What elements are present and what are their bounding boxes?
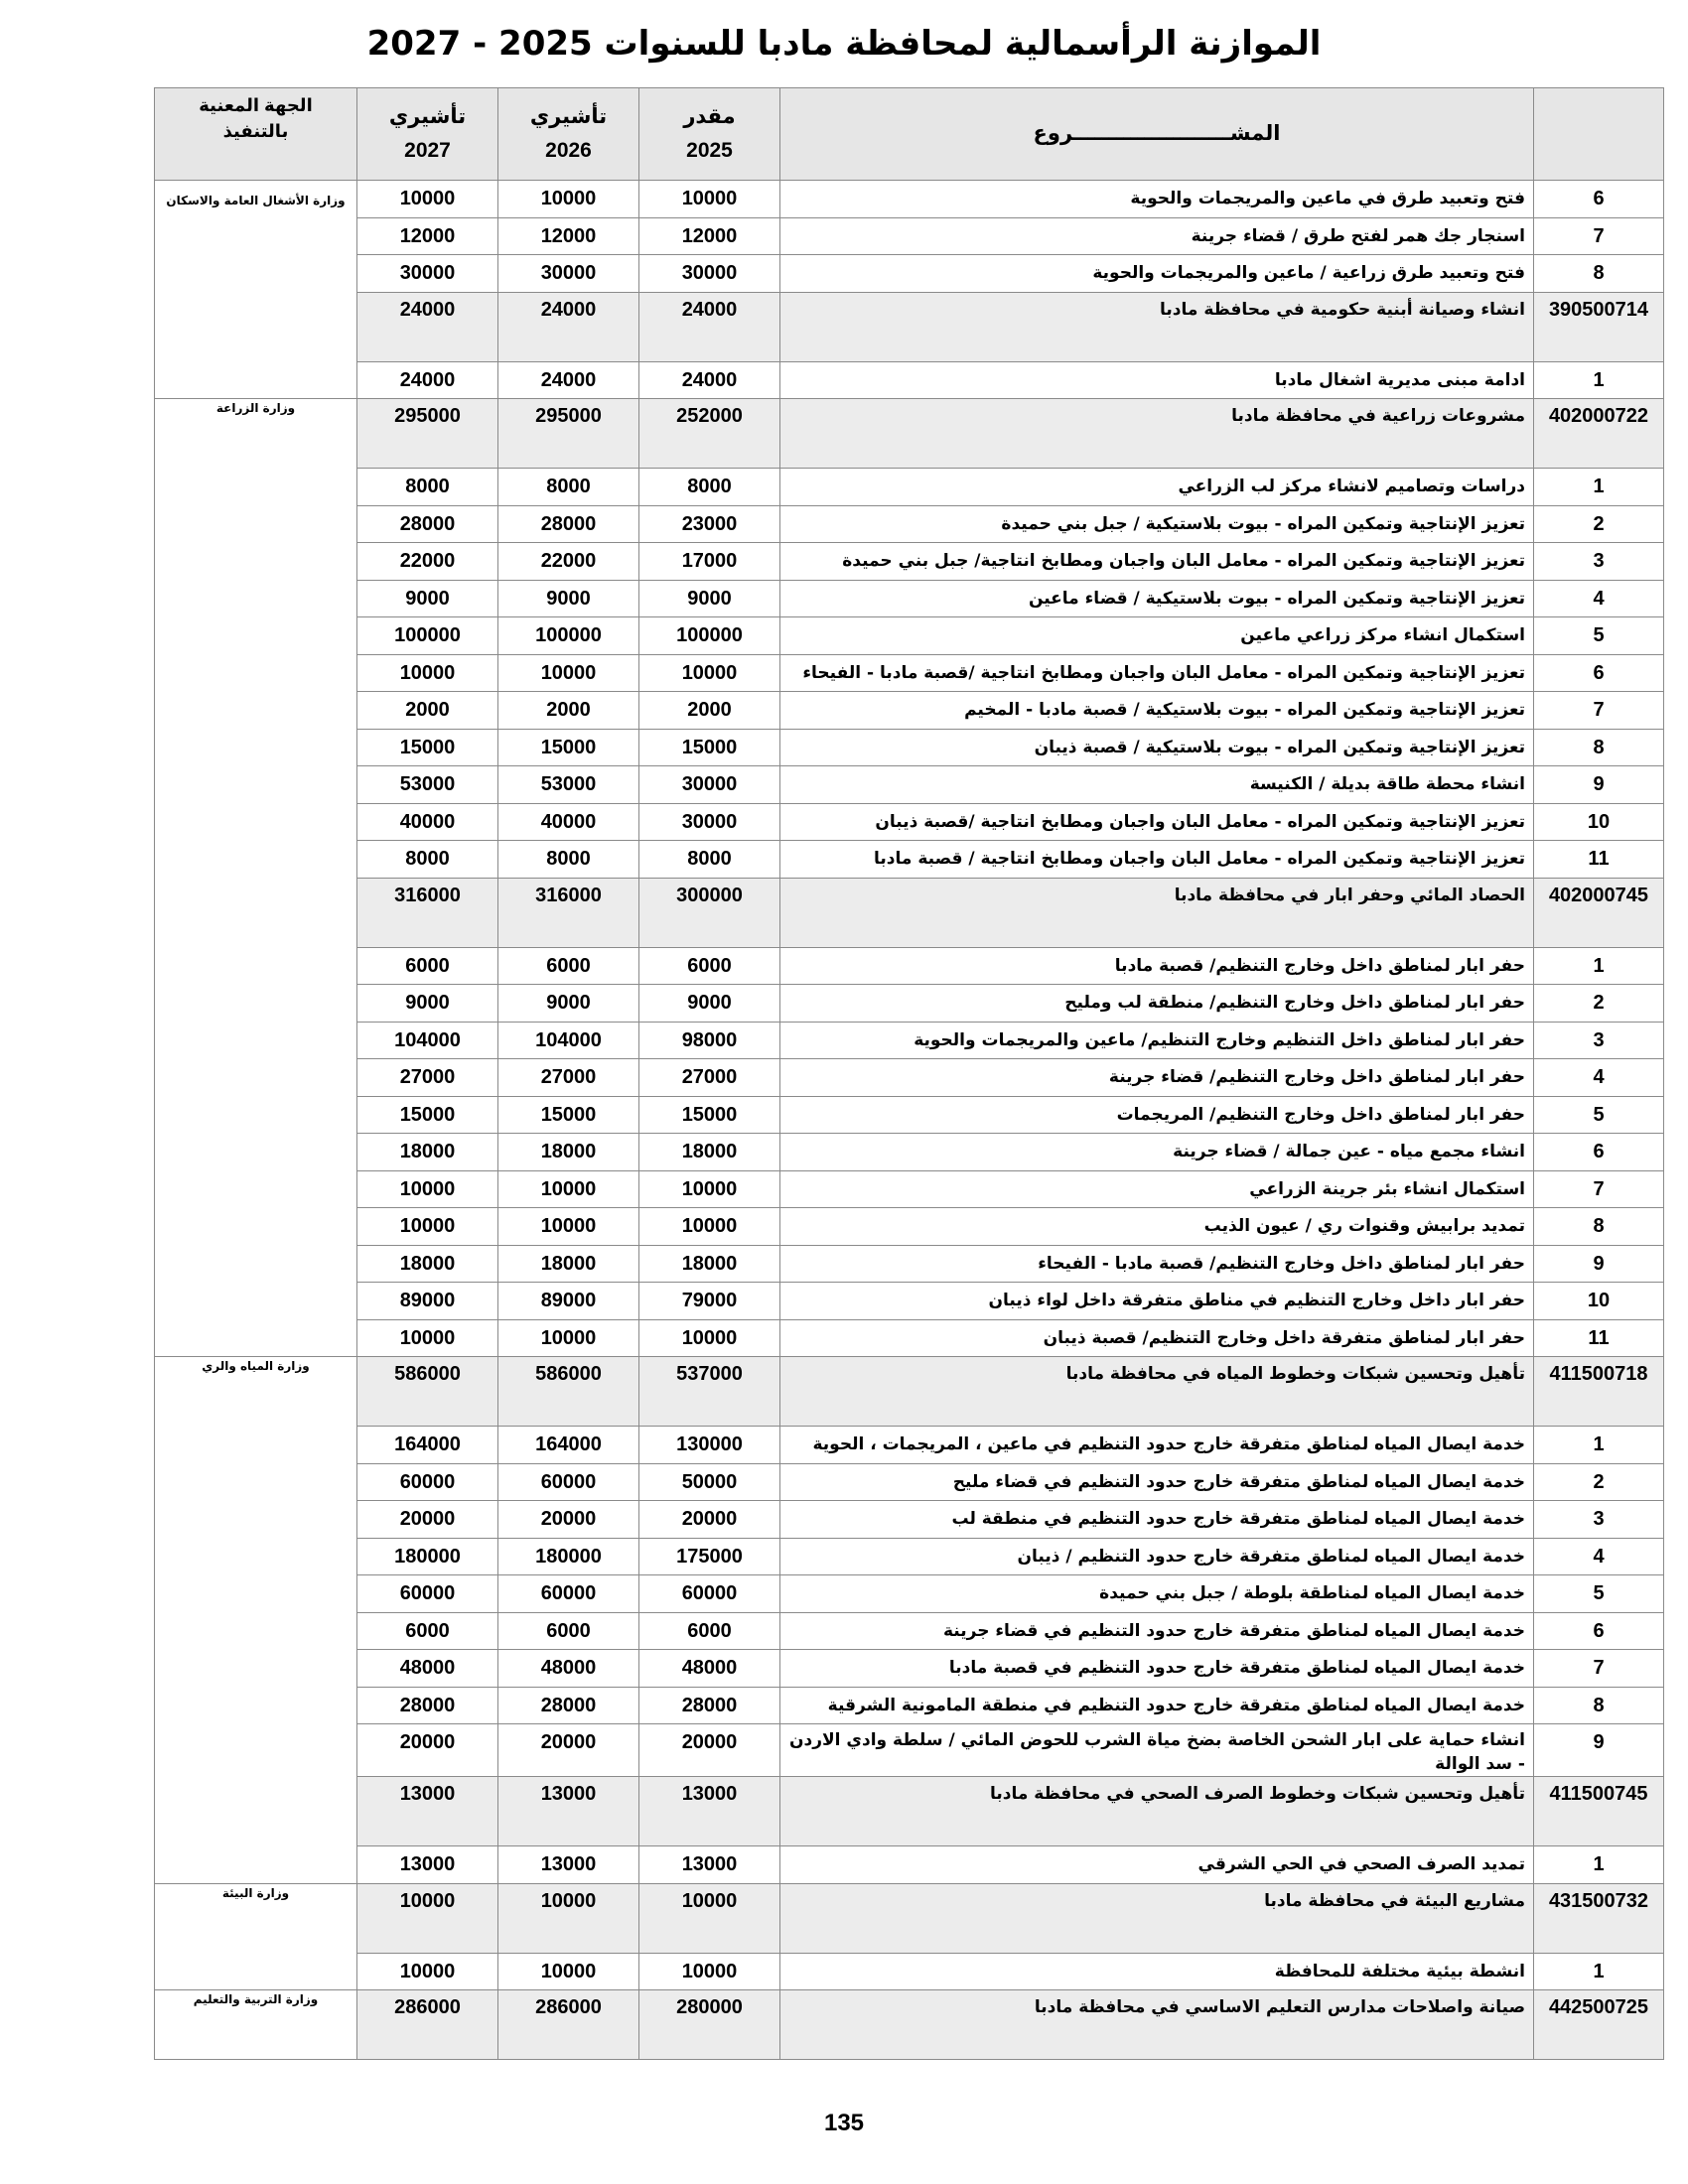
row-estimate-2025: 6000 — [639, 1612, 780, 1650]
row-project-name: تعزيز الإنتاجية وتمكين المراه - بيوت بلاستيكية / قضاء ماعين — [780, 580, 1534, 617]
row-code: 3 — [1534, 1501, 1664, 1539]
header-indicative-2026 — [498, 88, 639, 181]
row-indicative-2027: 18000 — [357, 1134, 498, 1171]
row-indicative-2026: 28000 — [498, 1687, 639, 1724]
row-indicative-2027: 10000 — [357, 1953, 498, 1990]
project-item-row — [155, 505, 1664, 543]
row-indicative-2027: 13000 — [357, 1777, 498, 1846]
project-item-row — [155, 1724, 1664, 1777]
row-code: 2 — [1534, 1463, 1664, 1501]
row-estimate-2025: 537000 — [639, 1357, 780, 1427]
header-project: المشــــــــــــــــــــــروع — [780, 88, 1534, 181]
row-indicative-2027: 28000 — [357, 1687, 498, 1724]
row-indicative-2026: 100000 — [498, 617, 639, 655]
row-project-name: انشاء وصيانة أبنية حكومية في محافظة مادبا — [780, 292, 1534, 361]
row-code: 11 — [1534, 1319, 1664, 1357]
row-project-name: دراسات وتصاميم لانشاء مركز لب الزراعي — [780, 469, 1534, 506]
row-estimate-2025: 175000 — [639, 1538, 780, 1575]
row-code: 6 — [1534, 654, 1664, 692]
row-code: 9 — [1534, 1245, 1664, 1283]
row-code: 5 — [1534, 1575, 1664, 1613]
project-item-row — [155, 692, 1664, 730]
row-project-name: تعزيز الإنتاجية وتمكين المراه - معامل البان واجبان ومطابخ انتاجية /قصبة ذيبان — [780, 803, 1534, 841]
row-indicative-2026: 10000 — [498, 1170, 639, 1208]
row-indicative-2027: 316000 — [357, 878, 498, 947]
row-code: 7 — [1534, 1650, 1664, 1688]
row-indicative-2026: 10000 — [498, 1953, 639, 1990]
project-item-row — [155, 803, 1664, 841]
row-indicative-2027: 24000 — [357, 292, 498, 361]
row-code: 8 — [1534, 729, 1664, 766]
header-estimate-2025 — [639, 88, 780, 181]
row-project-name: مشاريع البيئة في محافظة مادبا — [780, 1883, 1534, 1953]
row-indicative-2026: 10000 — [498, 1208, 639, 1246]
row-estimate-2025: 18000 — [639, 1134, 780, 1171]
row-code: 1 — [1534, 947, 1664, 985]
row-code: 1 — [1534, 469, 1664, 506]
project-item-row — [155, 361, 1664, 399]
header-department — [155, 88, 357, 181]
project-item-row — [155, 469, 1664, 506]
row-code: 2 — [1534, 505, 1664, 543]
row-indicative-2027: 89000 — [357, 1283, 498, 1320]
row-department: وزارة المياه والري — [155, 1357, 357, 1884]
page-number: 135 — [823, 2110, 865, 2136]
row-indicative-2026: 28000 — [498, 505, 639, 543]
row-code: 402000722 — [1534, 399, 1664, 469]
project-item-row — [155, 1170, 1664, 1208]
row-indicative-2027: 48000 — [357, 1650, 498, 1688]
row-indicative-2027: 295000 — [357, 399, 498, 469]
project-item-row — [155, 217, 1664, 255]
header-indicative-2027-year: 2027 — [404, 139, 451, 162]
project-item-row — [155, 766, 1664, 804]
row-indicative-2026: 53000 — [498, 766, 639, 804]
row-project-name: استكمال انشاء مركز زراعي ماعين — [780, 617, 1534, 655]
project-item-row — [155, 947, 1664, 985]
row-indicative-2027: 100000 — [357, 617, 498, 655]
row-indicative-2026: 10000 — [498, 1883, 639, 1953]
project-item-row — [155, 1245, 1664, 1283]
project-item-row — [155, 1953, 1664, 1990]
row-project-name: فتح وتعبيد طرق زراعية / ماعين والمريجمات والحوية — [780, 255, 1534, 293]
row-indicative-2027: 40000 — [357, 803, 498, 841]
row-estimate-2025: 15000 — [639, 729, 780, 766]
row-estimate-2025: 17000 — [639, 543, 780, 581]
row-indicative-2027: 10000 — [357, 654, 498, 692]
row-project-name: ادامة مبنى مديرية اشغال مادبا — [780, 361, 1534, 399]
row-indicative-2026: 60000 — [498, 1575, 639, 1613]
row-indicative-2027: 15000 — [357, 729, 498, 766]
row-code: 4 — [1534, 1059, 1664, 1097]
project-item-row — [155, 1650, 1664, 1688]
project-item-row — [155, 841, 1664, 879]
row-indicative-2026: 60000 — [498, 1463, 639, 1501]
project-group-row — [155, 1883, 1664, 1953]
row-code: 5 — [1534, 1096, 1664, 1134]
row-project-name: تمديد برابيش وقنوات ري / عيون الذيب — [780, 1208, 1534, 1246]
row-estimate-2025: 27000 — [639, 1059, 780, 1097]
header-indicative-2027 — [357, 88, 498, 181]
row-indicative-2027: 20000 — [357, 1501, 498, 1539]
row-indicative-2027: 10000 — [357, 1319, 498, 1357]
project-item-row — [155, 985, 1664, 1023]
row-code: 4 — [1534, 580, 1664, 617]
project-group-row — [155, 1777, 1664, 1846]
project-item-row — [155, 1575, 1664, 1613]
row-department: وزارة البيئة — [155, 1883, 357, 1990]
row-estimate-2025: 60000 — [639, 1575, 780, 1613]
row-indicative-2026: 18000 — [498, 1245, 639, 1283]
row-code: 11 — [1534, 841, 1664, 879]
row-estimate-2025: 10000 — [639, 1319, 780, 1357]
row-code: 1 — [1534, 1846, 1664, 1884]
project-item-row — [155, 255, 1664, 293]
row-estimate-2025: 10000 — [639, 1883, 780, 1953]
row-estimate-2025: 13000 — [639, 1777, 780, 1846]
row-indicative-2026: 2000 — [498, 692, 639, 730]
row-indicative-2027: 10000 — [357, 1208, 498, 1246]
row-code: 390500714 — [1534, 292, 1664, 361]
row-estimate-2025: 15000 — [639, 1096, 780, 1134]
project-group-row — [155, 292, 1664, 361]
row-estimate-2025: 30000 — [639, 255, 780, 293]
row-code: 9 — [1534, 1724, 1664, 1777]
row-project-name: حفر ابار لمناطق متفرقة داخل وخارج التنظيم/ قصبة ذيبان — [780, 1319, 1534, 1357]
row-indicative-2027: 20000 — [357, 1724, 498, 1777]
row-estimate-2025: 8000 — [639, 469, 780, 506]
row-indicative-2026: 286000 — [498, 1990, 639, 2060]
header-department-l1: الجهة المعنية — [199, 95, 313, 115]
row-indicative-2027: 10000 — [357, 1170, 498, 1208]
row-indicative-2027: 6000 — [357, 947, 498, 985]
row-project-name: تعزيز الإنتاجية وتمكين المراه - بيوت بلاستيكية / جبل بني حميدة — [780, 505, 1534, 543]
row-code: 431500732 — [1534, 1883, 1664, 1953]
row-indicative-2026: 15000 — [498, 729, 639, 766]
project-item-row — [155, 543, 1664, 581]
row-project-name: خدمة ايصال المياه لمناطق متفرقة خارج حدود التنظيم / ذيبان — [780, 1538, 1534, 1575]
row-code: 7 — [1534, 692, 1664, 730]
row-code: 1 — [1534, 1953, 1664, 1990]
row-project-name: حفر ابار لمناطق داخل وخارج التنظيم/ قصبة مادبا - الفيحاء — [780, 1245, 1534, 1283]
row-estimate-2025: 6000 — [639, 947, 780, 985]
row-project-name: مشروعات زراعية في محافظة مادبا — [780, 399, 1534, 469]
row-code: 10 — [1534, 803, 1664, 841]
row-code: 1 — [1534, 1427, 1664, 1464]
row-indicative-2026: 9000 — [498, 985, 639, 1023]
row-indicative-2026: 586000 — [498, 1357, 639, 1427]
row-estimate-2025: 18000 — [639, 1245, 780, 1283]
project-group-row — [155, 399, 1664, 469]
project-item-row — [155, 1059, 1664, 1097]
row-indicative-2026: 48000 — [498, 1650, 639, 1688]
row-indicative-2026: 104000 — [498, 1022, 639, 1059]
row-indicative-2026: 13000 — [498, 1777, 639, 1846]
project-item-row — [155, 1134, 1664, 1171]
row-indicative-2026: 89000 — [498, 1283, 639, 1320]
row-indicative-2027: 27000 — [357, 1059, 498, 1097]
row-estimate-2025: 50000 — [639, 1463, 780, 1501]
project-item-row — [155, 654, 1664, 692]
row-code: 8 — [1534, 1687, 1664, 1724]
row-project-name: تأهيل وتحسين شبكات وخطوط المياه في محافظة مادبا — [780, 1357, 1534, 1427]
row-indicative-2027: 2000 — [357, 692, 498, 730]
row-estimate-2025: 20000 — [639, 1724, 780, 1777]
project-item-row — [155, 617, 1664, 655]
row-project-name: خدمة ايصال المياه لمناطقة بلوطة / جبل بني حميدة — [780, 1575, 1534, 1613]
row-estimate-2025: 2000 — [639, 692, 780, 730]
row-department: وزارة التربية والتعليم — [155, 1990, 357, 2060]
row-indicative-2026: 8000 — [498, 469, 639, 506]
row-indicative-2027: 18000 — [357, 1245, 498, 1283]
row-estimate-2025: 12000 — [639, 217, 780, 255]
row-indicative-2026: 6000 — [498, 947, 639, 985]
row-project-name: تعزيز الإنتاجية وتمكين المراه - معامل البان واجبان ومطابخ انتاجية / قصبة مادبا — [780, 841, 1534, 879]
row-project-name: حفر ابار لمناطق داخل وخارج التنظيم/ قضاء جرينة — [780, 1059, 1534, 1097]
row-indicative-2027: 586000 — [357, 1357, 498, 1427]
row-indicative-2027: 8000 — [357, 841, 498, 879]
row-indicative-2026: 12000 — [498, 217, 639, 255]
row-code: 5 — [1534, 617, 1664, 655]
row-estimate-2025: 280000 — [639, 1990, 780, 2060]
row-estimate-2025: 9000 — [639, 985, 780, 1023]
row-estimate-2025: 10000 — [639, 654, 780, 692]
row-project-name: تعزيز الإنتاجية وتمكين المراه - معامل البان واجبان ومطابخ انتاجية /قصبة مادبا - الفيحاء — [780, 654, 1534, 692]
row-estimate-2025: 24000 — [639, 361, 780, 399]
project-group-row — [155, 878, 1664, 947]
row-indicative-2027: 286000 — [357, 1990, 498, 2060]
project-item-row — [155, 1687, 1664, 1724]
header-estimate-2025-label: مقدر — [683, 105, 736, 128]
table-header-row — [155, 88, 1664, 181]
row-estimate-2025: 23000 — [639, 505, 780, 543]
project-item-row — [155, 729, 1664, 766]
row-code: 6 — [1534, 181, 1664, 218]
row-estimate-2025: 252000 — [639, 399, 780, 469]
row-project-name: حفر ابار لمناطق داخل وخارج التنظيم/ قصبة مادبا — [780, 947, 1534, 985]
row-indicative-2026: 40000 — [498, 803, 639, 841]
project-item-row — [155, 1538, 1664, 1575]
project-item-row — [155, 1846, 1664, 1884]
row-indicative-2026: 13000 — [498, 1846, 639, 1884]
row-estimate-2025: 30000 — [639, 803, 780, 841]
row-indicative-2027: 10000 — [357, 181, 498, 218]
row-code: 8 — [1534, 255, 1664, 293]
row-estimate-2025: 28000 — [639, 1687, 780, 1724]
row-indicative-2026: 10000 — [498, 1319, 639, 1357]
project-item-row — [155, 1208, 1664, 1246]
row-indicative-2027: 10000 — [357, 1883, 498, 1953]
row-department: وزارة الأشغال العامة والاسكان — [155, 181, 357, 399]
row-indicative-2026: 18000 — [498, 1134, 639, 1171]
row-indicative-2026: 10000 — [498, 654, 639, 692]
row-indicative-2027: 30000 — [357, 255, 498, 293]
row-estimate-2025: 48000 — [639, 1650, 780, 1688]
row-estimate-2025: 98000 — [639, 1022, 780, 1059]
row-code: 411500745 — [1534, 1777, 1664, 1846]
row-indicative-2027: 60000 — [357, 1463, 498, 1501]
row-department: وزارة الزراعة — [155, 399, 357, 1357]
project-item-row — [155, 1022, 1664, 1059]
row-indicative-2027: 9000 — [357, 985, 498, 1023]
header-department-l2: بالتنفيذ — [222, 121, 289, 141]
row-indicative-2027: 9000 — [357, 580, 498, 617]
budget-table — [154, 87, 1664, 2060]
row-code: 1 — [1534, 361, 1664, 399]
row-estimate-2025: 100000 — [639, 617, 780, 655]
row-project-name: حفر ابار لمناطق داخل التنظيم وخارج التنظيم/ ماعين والمريجمات والحوية — [780, 1022, 1534, 1059]
row-estimate-2025: 10000 — [639, 181, 780, 218]
row-code: 6 — [1534, 1134, 1664, 1171]
row-project-name: تعزيز الإنتاجية وتمكين المراه - معامل البان واجبان ومطابخ انتاجية/ جبل بني حميدة — [780, 543, 1534, 581]
row-indicative-2026: 295000 — [498, 399, 639, 469]
row-indicative-2026: 180000 — [498, 1538, 639, 1575]
row-indicative-2026: 316000 — [498, 878, 639, 947]
row-project-name: فتح وتعبيد طرق في ماعين والمريجمات والحوية — [780, 181, 1534, 218]
row-indicative-2026: 164000 — [498, 1427, 639, 1464]
row-code: 7 — [1534, 217, 1664, 255]
row-code: 10 — [1534, 1283, 1664, 1320]
row-indicative-2027: 6000 — [357, 1612, 498, 1650]
row-indicative-2026: 10000 — [498, 181, 639, 218]
row-indicative-2026: 27000 — [498, 1059, 639, 1097]
row-indicative-2026: 24000 — [498, 292, 639, 361]
row-code: 8 — [1534, 1208, 1664, 1246]
project-item-row — [155, 580, 1664, 617]
project-item-row — [155, 1319, 1664, 1357]
row-indicative-2027: 13000 — [357, 1846, 498, 1884]
row-code: 4 — [1534, 1538, 1664, 1575]
page-title: الموازنة الرأسمالية لمحافظة مادبا للسنوات 2025 - 2027 — [366, 24, 1322, 64]
row-project-name: صيانة واصلاحات مدارس التعليم الاساسي في محافظة مادبا — [780, 1990, 1534, 2060]
row-indicative-2026: 9000 — [498, 580, 639, 617]
project-group-row — [155, 1357, 1664, 1427]
row-estimate-2025: 130000 — [639, 1427, 780, 1464]
row-project-name: خدمة ايصال المياه لمناطق متفرقة خارج حدود التنظيم في قصبة مادبا — [780, 1650, 1534, 1688]
header-indicative-2027-label: تأشيري — [388, 105, 467, 128]
row-code: 3 — [1534, 543, 1664, 581]
row-indicative-2027: 164000 — [357, 1427, 498, 1464]
row-indicative-2027: 15000 — [357, 1096, 498, 1134]
row-project-name: خدمة ايصال المياه لمناطق متفرقة خارج حدود التنظيم في ماعين ، المريجمات ، الحوية — [780, 1427, 1534, 1464]
header-estimate-2025-year: 2025 — [686, 139, 733, 162]
row-estimate-2025: 10000 — [639, 1208, 780, 1246]
project-item-row — [155, 1463, 1664, 1501]
row-indicative-2026: 15000 — [498, 1096, 639, 1134]
row-estimate-2025: 13000 — [639, 1846, 780, 1884]
row-code: 402000745 — [1534, 878, 1664, 947]
row-code: 442500725 — [1534, 1990, 1664, 2060]
row-indicative-2026: 8000 — [498, 841, 639, 879]
row-indicative-2026: 20000 — [498, 1501, 639, 1539]
row-project-name: خدمة ايصال المياه لمناطق متفرقة خارج حدود التنظيم في قضاء جرينة — [780, 1612, 1534, 1650]
row-estimate-2025: 10000 — [639, 1170, 780, 1208]
row-project-name: خدمة ايصال المياه لمناطق متفرقة خارج حدود التنظيم في منطقة المامونية الشرقية — [780, 1687, 1534, 1724]
row-project-name: اسنجار جك همر لفتح طرق / قضاء جرينة — [780, 217, 1534, 255]
row-estimate-2025: 79000 — [639, 1283, 780, 1320]
row-project-name: الحصاد المائي وحفر ابار في محافظة مادبا — [780, 878, 1534, 947]
row-estimate-2025: 9000 — [639, 580, 780, 617]
row-project-name: تعزيز الإنتاجية وتمكين المراه - بيوت بلاستيكية / قصبة مادبا - المخيم — [780, 692, 1534, 730]
project-item-row — [155, 1096, 1664, 1134]
project-item-row — [155, 1501, 1664, 1539]
row-indicative-2026: 24000 — [498, 361, 639, 399]
row-code: 3 — [1534, 1022, 1664, 1059]
row-project-name: انشاء مجمع مياه - عين جمالة / قضاء جرينة — [780, 1134, 1534, 1171]
project-item-row — [155, 181, 1664, 218]
project-item-row — [155, 1427, 1664, 1464]
row-estimate-2025: 300000 — [639, 878, 780, 947]
row-estimate-2025: 10000 — [639, 1953, 780, 1990]
project-item-row — [155, 1283, 1664, 1320]
row-estimate-2025: 8000 — [639, 841, 780, 879]
row-project-name: انشاء محطة طاقة بديلة / الكنيسة — [780, 766, 1534, 804]
row-project-name: استكمال انشاء بئر جرينة الزراعي — [780, 1170, 1534, 1208]
row-project-name: انشطة بيئية مختلفة للمحافظة — [780, 1953, 1534, 1990]
row-indicative-2026: 22000 — [498, 543, 639, 581]
row-project-name: حفر ابار لمناطق داخل وخارج التنظيم/ منطقة لب ومليح — [780, 985, 1534, 1023]
row-project-name: تمديد الصرف الصحي في الحي الشرقي — [780, 1846, 1534, 1884]
header-indicative-2026-label: تأشيري — [529, 105, 608, 128]
row-indicative-2027: 104000 — [357, 1022, 498, 1059]
row-project-name: تعزيز الإنتاجية وتمكين المراه - بيوت بلاستيكية / قصبة ذيبان — [780, 729, 1534, 766]
row-code: 7 — [1534, 1170, 1664, 1208]
header-indicative-2026-year: 2026 — [545, 139, 592, 162]
row-indicative-2027: 24000 — [357, 361, 498, 399]
row-indicative-2027: 28000 — [357, 505, 498, 543]
row-indicative-2027: 53000 — [357, 766, 498, 804]
row-project-name: خدمة ايصال المياه لمناطق متفرقة خارج حدود التنظيم في منطقة لب — [780, 1501, 1534, 1539]
row-indicative-2026: 30000 — [498, 255, 639, 293]
row-estimate-2025: 24000 — [639, 292, 780, 361]
row-estimate-2025: 30000 — [639, 766, 780, 804]
row-project-name: حفر ابار داخل وخارج التنظيم في مناطق متفرقة داخل لواء ذيبان — [780, 1283, 1534, 1320]
row-indicative-2027: 180000 — [357, 1538, 498, 1575]
header-code — [1534, 88, 1664, 181]
row-indicative-2027: 22000 — [357, 543, 498, 581]
row-code: 411500718 — [1534, 1357, 1664, 1427]
row-estimate-2025: 20000 — [639, 1501, 780, 1539]
row-indicative-2027: 8000 — [357, 469, 498, 506]
row-indicative-2027: 60000 — [357, 1575, 498, 1613]
row-code: 6 — [1534, 1612, 1664, 1650]
row-project-name: خدمة ايصال المياه لمناطق متفرقة خارج حدود التنظيم في قضاء مليح — [780, 1463, 1534, 1501]
row-code: 2 — [1534, 985, 1664, 1023]
project-item-row — [155, 1612, 1664, 1650]
row-indicative-2027: 12000 — [357, 217, 498, 255]
project-group-row — [155, 1990, 1664, 2060]
row-code: 9 — [1534, 766, 1664, 804]
row-indicative-2026: 20000 — [498, 1724, 639, 1777]
row-indicative-2026: 6000 — [498, 1612, 639, 1650]
row-project-name: حفر ابار لمناطق داخل وخارج التنظيم/ المريجمات — [780, 1096, 1534, 1134]
row-project-name: انشاء حماية على ابار الشحن الخاصة بضخ مياة الشرب للحوض المائي / سلطة وادي الاردن - سد الوالة — [780, 1724, 1534, 1777]
row-project-name: تأهيل وتحسين شبكات وخطوط الصرف الصحي في محافظة مادبا — [780, 1777, 1534, 1846]
